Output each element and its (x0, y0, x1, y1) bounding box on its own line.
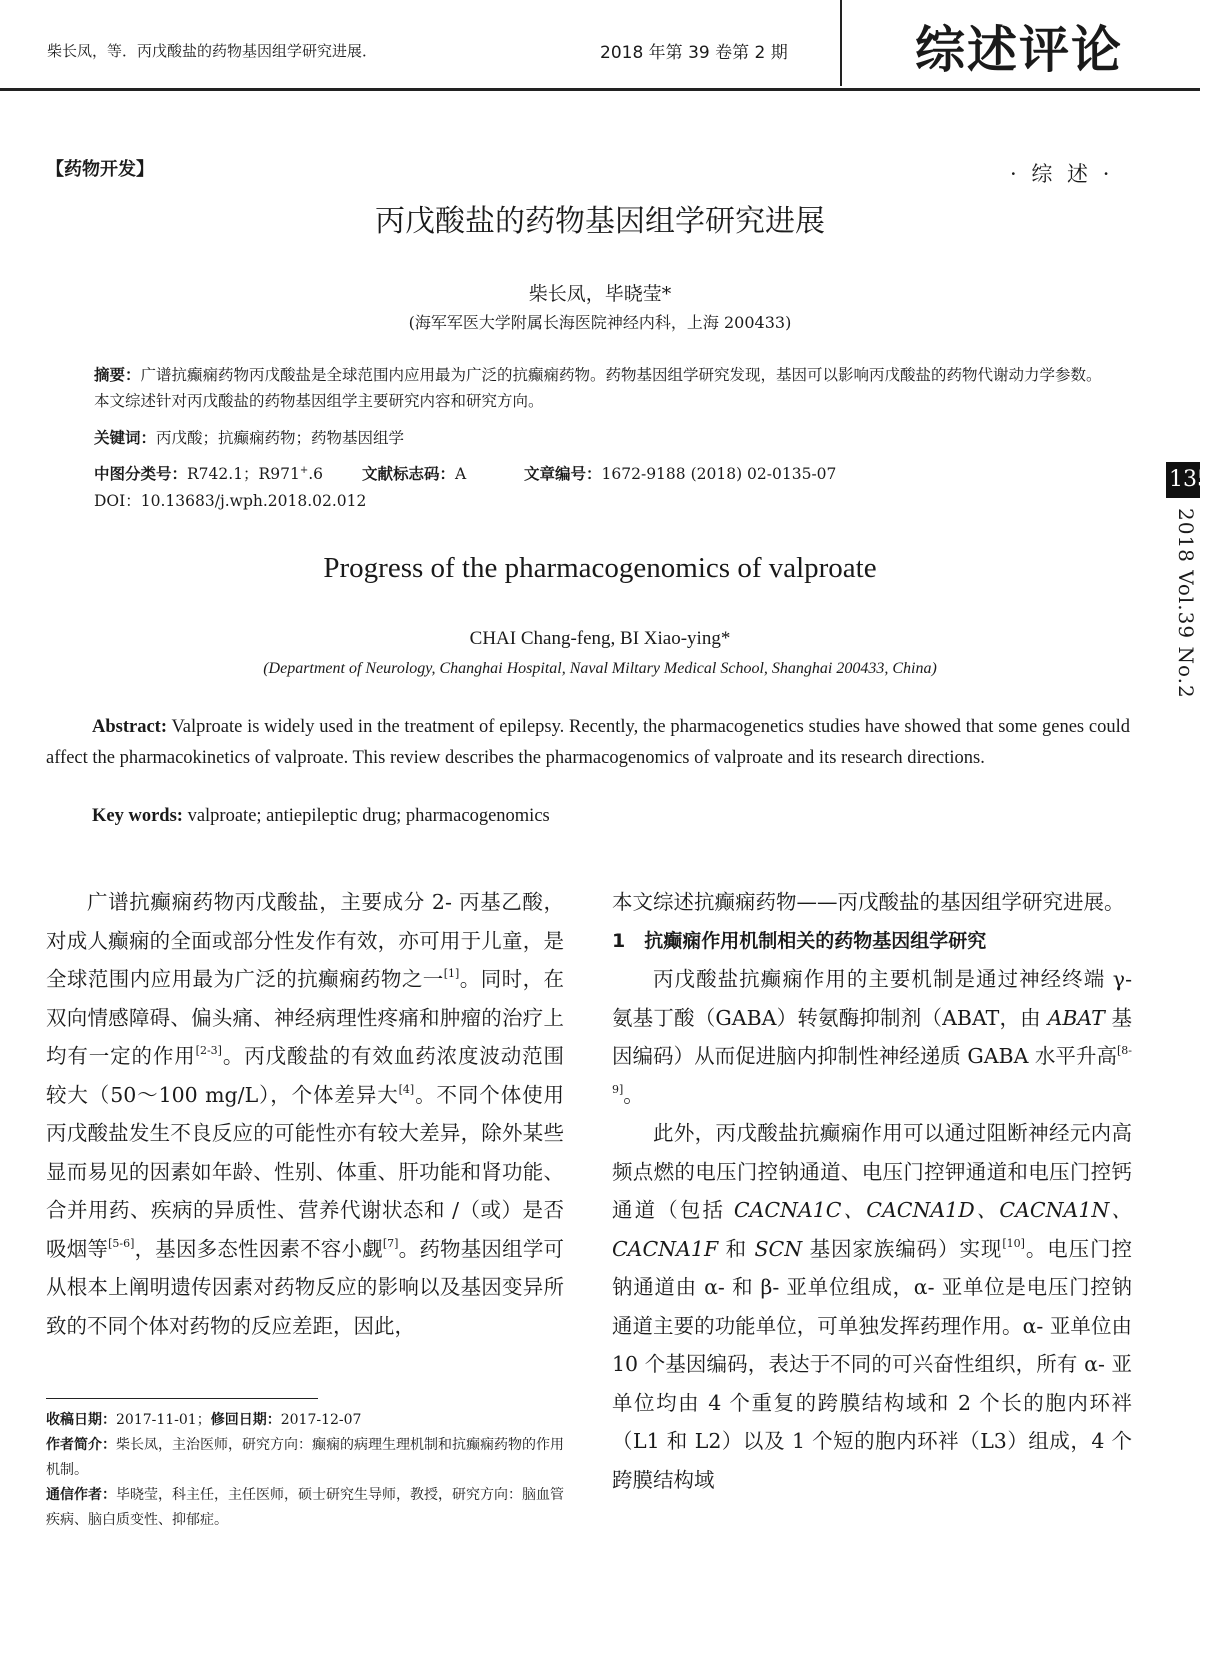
text-run: 基因编码）从而促进脑内抑制性神经递质 GABA 水平升高 (612, 1005, 1132, 1068)
citation: [1] (443, 967, 460, 980)
cn-abstract-label: 摘要： (94, 366, 141, 384)
body-paragraph (46, 883, 564, 1345)
cn-keywords-label: 关键词： (94, 429, 157, 447)
clc-value-b: .6 (308, 465, 324, 484)
side-volume-text: 2018 Vol.39 No.2 (1174, 508, 1198, 699)
issue-info: 2018 年第 39 卷第 2 期 (600, 43, 788, 63)
clc-sup: + (299, 465, 309, 476)
article-no-cell (524, 461, 836, 487)
text-run: 。丙戊酸盐的有效血药浓度波动范围较大（50～100 mg/L），个体差异大 (46, 1044, 565, 1107)
doc-code-label: 文献标志码： (362, 465, 456, 484)
citation: [5-6] (108, 1236, 135, 1250)
body-column-right (612, 883, 1132, 1499)
citation: [8-9] (612, 1044, 1132, 1096)
citation: [4] (398, 1082, 415, 1096)
citation: [10] (1002, 1236, 1025, 1250)
article-no-label: 文章编号： (524, 465, 602, 484)
author-label: 作者简介： (46, 1437, 116, 1453)
doi: DOI：10.13683/j.wph.2018.02.012 (94, 492, 367, 510)
en-keywords-text: valproate; antiepileptic drug; pharmacogenomics (187, 806, 550, 826)
header-rule (0, 88, 1200, 91)
text-run: 和 (718, 1236, 755, 1261)
footnote-corresponding (46, 1483, 566, 1533)
cn-keywords (94, 425, 404, 451)
text-run: 丙戊酸盐抗癫痫作用的主要机制是通过神经终端 γ- 氨基丁酸（GABA）转氨酶抑制剂（ABAT，由 (612, 967, 1132, 1030)
footnotes (46, 1408, 566, 1533)
text-run: 。电压门控钠通道由 α- 和 β- 亚单位组成，α- 亚单位是电压门控钠通道主要的功能单位，可单独发挥药理作用。α- 亚单位由 10 个基因编码，表达于不同的可兴奋性组织，所有 α- 亚单位均由 4 个重复的跨膜结构域和 2 个长的胞内环袢（L1 和 L2）以及 1 个短的胞内环袢（L3）组成，4 个跨膜结构域 (612, 1236, 1132, 1492)
clc-value: R742.1；R971 (187, 465, 300, 484)
article-category: 【药物开发】 (46, 159, 154, 180)
text-run: ，基因多态性因素不容小觑 (134, 1236, 383, 1261)
footnote-rule (46, 1398, 318, 1399)
en-keywords (92, 806, 550, 827)
article-no-value: 1672-9188 (2018) 02-0135-07 (601, 465, 837, 484)
review-tag: · 综 述 · (1010, 162, 1114, 186)
revised-label: 修回日期： (210, 1412, 281, 1428)
body-paragraph (612, 1114, 1132, 1499)
en-authors: CHAI Chang-feng, BI Xiao-ying* (469, 628, 731, 649)
section-heading: 综述评论 (915, 21, 1123, 79)
clc-cell (94, 458, 362, 487)
en-title: Progress of the pharmacogenomics of valproate (323, 552, 877, 584)
header-divider-vertical (840, 0, 842, 86)
running-title: 柴长凤，等．丙戊酸盐的药物基因组学研究进展． (47, 42, 378, 60)
cn-abstract (94, 362, 1104, 414)
en-affiliation: (Department of Neurology, Changhai Hospital, Naval Miltary Medical School, Shanghai 200433, China) (263, 660, 937, 677)
gene-family: SCN (754, 1236, 803, 1261)
corresponding-label: 通信作者： (46, 1487, 116, 1503)
doc-code-cell (362, 461, 524, 487)
page-number-tab: 135 (1166, 462, 1200, 498)
author-bio: 柴长凤，主治医师，研究方向：癫痫的病理生理机制和抗癫痫药物的作用机制。 (46, 1437, 564, 1478)
en-abstract (46, 712, 1130, 774)
gene-name: ABAT (1047, 1005, 1105, 1030)
section-heading-1: 1 抗癫痫作用机制相关的药物基因组学研究 (612, 929, 987, 952)
footnote-dates (46, 1408, 566, 1433)
citation: [7] (382, 1236, 399, 1250)
cn-keywords-text: 丙戊酸；抗癫痫药物；药物基因组学 (156, 429, 405, 447)
body-column-left (46, 883, 564, 1345)
clc-label: 中图分类号： (94, 465, 188, 484)
text-run: 。 (623, 1082, 644, 1107)
en-abstract-label: Abstract: (92, 717, 168, 737)
citation: [2-3] (195, 1044, 222, 1057)
gene-names: CACNA1C、CACNA1D、CACNA1N、CACNA1F (612, 1198, 1132, 1261)
text-run: 。不同个体使用丙戊酸盐发生不良反应的可能性亦有较大差异，除外某些显而易见的因素如年龄、性别、体重、肝功能和肾功能、合并用药、疾病的异质性、营养代谢状态和 /（或）是否吸烟等 (46, 1082, 564, 1261)
body-paragraph: 本文综述抗癫痫药物——丙戊酸盐的基因组学研究进展。 (612, 890, 1125, 914)
classification-row (94, 458, 1104, 487)
cn-title: 丙戊酸盐的药物基因组学研究进展 (375, 204, 825, 239)
received-date: 2017-11-01； (116, 1412, 211, 1428)
cn-authors: 柴长凤，毕晓莹* (528, 283, 672, 305)
cn-affiliation: (海军军医大学附属长海医院神经内科，上海 200433) (408, 313, 792, 332)
received-label: 收稿日期： (46, 1412, 116, 1428)
text-run: 基因家族编码）实现 (802, 1236, 1003, 1261)
text-run: 广谱抗癫痫药物丙戊酸盐，主要成分 2- 丙基乙酸，对成人癫痫的全面或部分性发作有效，亦可用于儿童，是全球范围内应用最为广泛的抗癫痫药物之一 (46, 890, 564, 991)
doc-code-value: A (455, 465, 467, 484)
en-abstract-text: Valproate is widely used in the treatment of epilepsy. Recently, the pharmacogenetics studies have showed that some genes could affect the pharmacokinetics of valproate. This review describes the pharmacogenomics of valproate and its research directions. (46, 717, 1130, 768)
en-keywords-label: Key words: (92, 806, 183, 826)
cn-abstract-text: 广谱抗癫痫药物丙戊酸盐是全球范围内应用最为广泛的抗癫痫药物。药物基因组学研究发现，基因可以影响丙戊酸盐的药物代谢动力学参数。本文综述针对丙戊酸盐的药物基因组学主要研究内容和研究方向。 (94, 366, 1102, 410)
footnote-author (46, 1433, 566, 1483)
revised-date: 2017-12-07 (280, 1412, 362, 1428)
body-paragraph (612, 960, 1132, 1114)
text-run: 。药物基因组学可从根本上阐明遗传因素对药物反应的影响以及基因变异所致的不同个体对药物的反应差距，因此， (46, 1236, 565, 1338)
text-run: 此外，丙戊酸盐抗癫痫作用可以通过阻断神经元内高频点燃的电压门控钠通道、电压门控钾通道和电压门控钙通道（包括 (612, 1121, 1132, 1222)
corresponding-bio: 毕晓莹，科主任，主任医师，硕士研究生导师，教授，研究方向：脑血管疾病、脑白质变性、抑郁症。 (46, 1487, 564, 1528)
text-run: 。同时，在双向情感障碍、偏头痛、神经病理性疼痛和肿瘤的治疗上均有一定的作用 (46, 967, 565, 1068)
